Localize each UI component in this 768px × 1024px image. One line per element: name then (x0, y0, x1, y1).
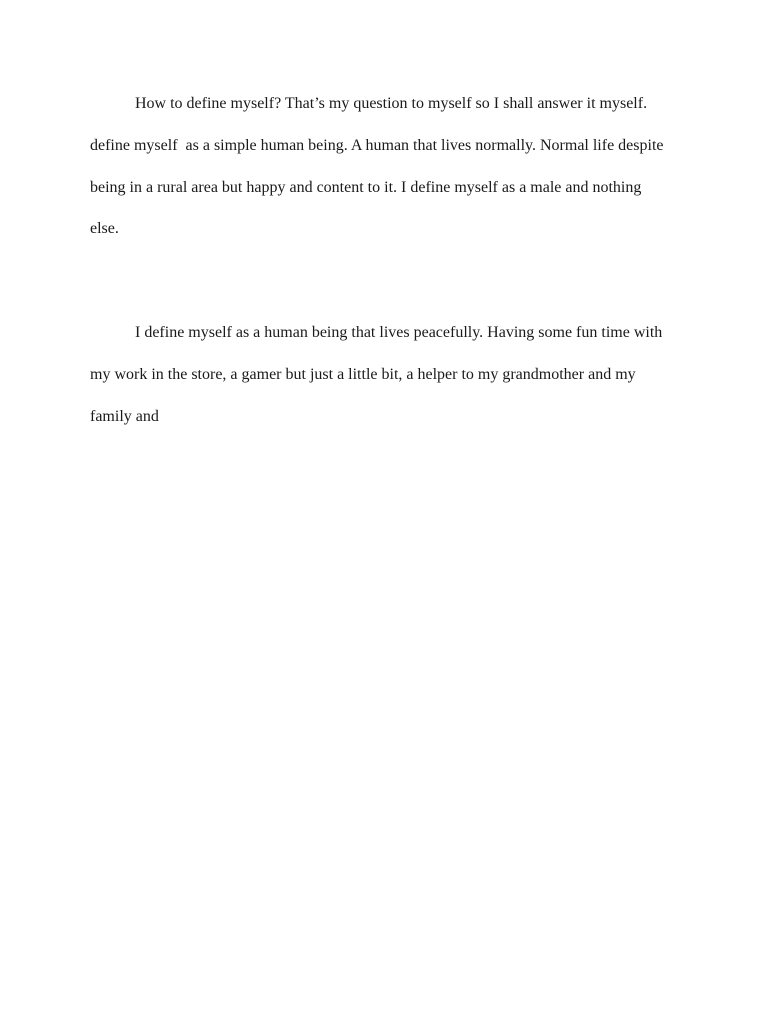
paragraph-2: I define myself as a human being that lives peacefully. Having some fun time with my work in the store, a gamer but just a little bit, a helper to my grandmother and my family and (90, 324, 667, 425)
paragraph-1: How to define myself? That’s my question to myself so I shall answer it myself. define myself as a simple human being. A human that lives normally. Normal life despite being in a rural area but happy and content to it. I define myself as a male and nothing else. (90, 95, 668, 238)
document-body[interactable] (90, 83, 670, 438)
